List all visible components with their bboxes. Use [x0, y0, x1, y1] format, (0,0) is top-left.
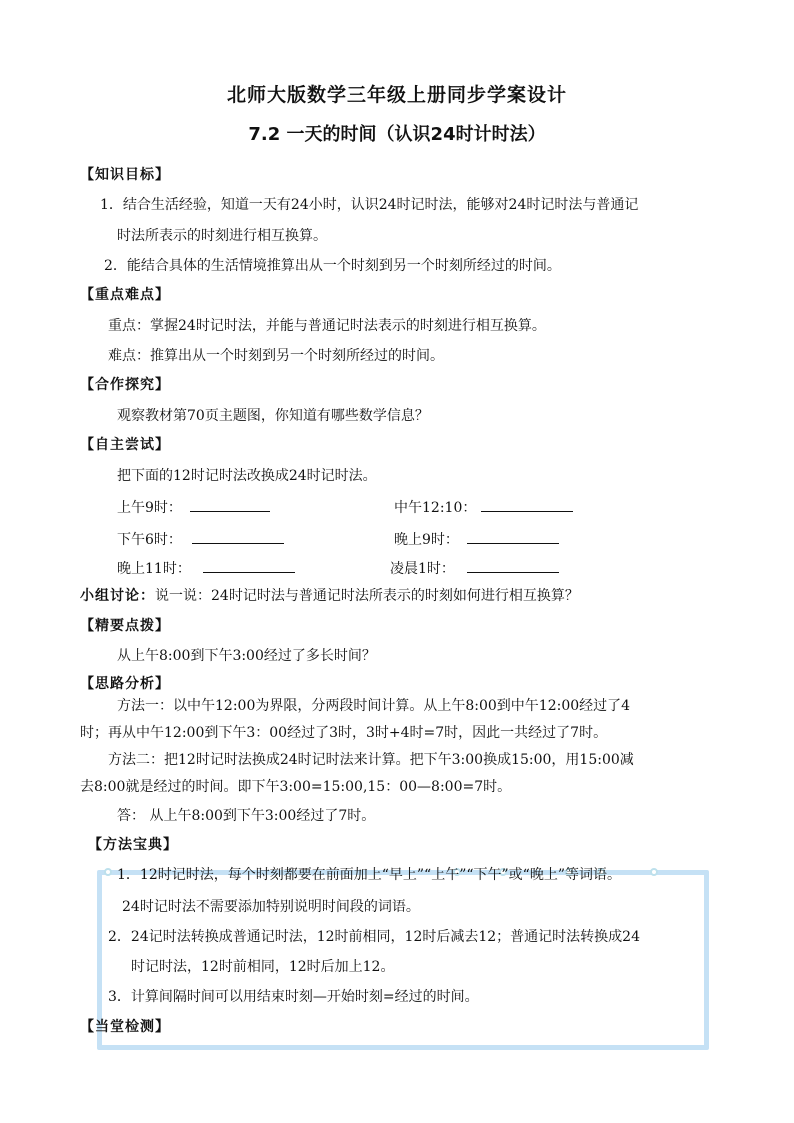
discussion-label: 小组讨论：: [80, 588, 155, 604]
page-title: 北师大版数学三年级上册同步学案设计: [226, 84, 567, 106]
answer-text: 答： 从上午8:00到下午3:00经过了7时。: [117, 808, 376, 824]
answer-blank[interactable]: [190, 497, 270, 512]
try-item: [117, 497, 270, 517]
section-header-tips: 【精要点拨】: [80, 618, 170, 634]
tips-question: 从上午8:00到下午3:00经过了多长时间？: [117, 648, 376, 664]
explore-text: 观察教材第70页主题图，你知道有哪些数学信息？: [117, 408, 429, 424]
answer-blank[interactable]: [192, 529, 284, 544]
answer-blank[interactable]: [467, 558, 559, 573]
try-item-label: 凌晨1时：: [390, 561, 455, 577]
section-header-keypoints: 【重点难点】: [80, 287, 170, 303]
rule-2-line-2: 时记时法，12时前相同，12时后加上12。: [131, 959, 395, 975]
try-item: [117, 529, 284, 549]
decorative-dot: [650, 868, 658, 876]
method-2-line-1: 方法二：把12时记时法换成24时记时法来计算。把下午3:00换成15:00，用15:00减: [108, 752, 634, 768]
section-header-methods: 【方法宝典】: [88, 837, 178, 853]
answer-blank[interactable]: [203, 558, 295, 573]
goal-item-1-line-1: 1．结合生活经验，知道一天有24小时，认识24时记时法，能够对24时记时法与普通记: [100, 197, 639, 213]
try-item: [117, 558, 295, 578]
method-1-line-2: 时；再从中午12:00到下午3：00经过了3时，3时+4时=7时，因此一共经过了7时。: [80, 725, 608, 741]
try-intro: 把下面的12时记时法改换成24时记时法。: [117, 468, 377, 484]
goal-item-1-line-2: 时法所表示的时刻进行相互换算。: [117, 228, 327, 244]
key-point: 重点：掌握24时记时法，并能与普通记时法表示的时刻进行相互换算。: [108, 318, 546, 334]
rule-3: 3．计算间隔时间可以用结束时刻—开始时刻=经过的时间。: [108, 989, 479, 1005]
try-item: [390, 558, 559, 578]
answer-blank[interactable]: [467, 529, 559, 544]
try-item-label: 中午12:10：: [394, 500, 477, 516]
try-item: [394, 497, 573, 517]
try-item-label: 上午9时：: [117, 500, 182, 516]
goal-item-2: 2．能结合具体的生活情境推算出从一个时刻到另一个时刻所经过的时间。: [104, 258, 561, 274]
group-discussion: [80, 587, 579, 605]
section-header-check: 【当堂检测】: [80, 1019, 170, 1035]
difficult-point: 难点：推算出从一个时刻到另一个时刻所经过的时间。: [108, 348, 444, 364]
page-subtitle: 7.2 一天的时间（认识24时计时法）: [248, 124, 546, 145]
answer-blank[interactable]: [481, 497, 573, 512]
rule-1-line-2: 24时记时法不需要添加特别说明时间段的词语。: [122, 899, 420, 915]
rule-1-line-1: 1．12时记时法，每个时刻都要在前面加上“早上”“上午”“下午”或“晚上”等词语。: [117, 867, 621, 883]
decorative-dot: [104, 868, 112, 876]
try-item-label: 晚上11时：: [117, 561, 191, 577]
method-2-line-2: 去8:00就是经过的时间。即下午3:00=15:00,15：00—8:00=7时。: [80, 779, 512, 795]
discussion-text: 说一说：24时记时法与普通记时法所表示的时刻如何进行相互换算？: [155, 588, 579, 604]
section-header-goals: 【知识目标】: [80, 167, 170, 183]
rule-2-line-1: 2．24记时法转换成普通记时法，12时前相同，12时后减去12；普通记时法转换成24: [108, 929, 640, 945]
try-item-label: 晚上9时：: [394, 532, 459, 548]
section-header-explore: 【合作探究】: [80, 377, 170, 393]
try-item-label: 下午6时：: [117, 532, 182, 548]
try-item: [394, 529, 559, 549]
section-header-analysis: 【思路分析】: [80, 676, 170, 692]
section-header-try: 【自主尝试】: [80, 437, 170, 453]
method-1-line-1: 方法一：以中午12:00为界限，分两段时间计算。从上午8:00到中午12:00经过了4: [117, 698, 631, 714]
